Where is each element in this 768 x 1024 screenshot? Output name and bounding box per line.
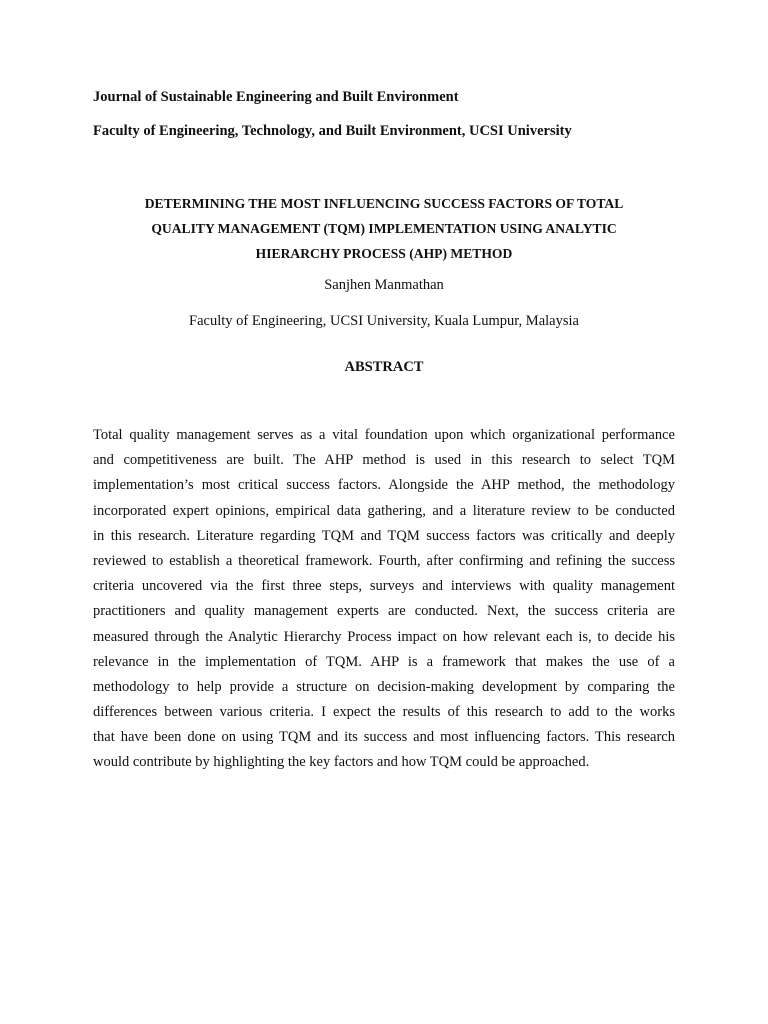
abstract-line: practitioners and quality management experts are conducted. Next, the success criteria are [93, 603, 675, 620]
author-name: Sanjhen Manmathan [324, 277, 444, 293]
abstract-line: incorporated expert opinions, empirical data gathering, and a literature review to be conducted [93, 502, 675, 519]
abstract-line: implementation’s most critical success factors. Alongside the AHP method, the methodology [93, 477, 675, 494]
abstract-line: and competitiveness are built. The AHP method is used in this research to select TQM [93, 452, 675, 469]
abstract-line: Total quality management serves as a vital foundation upon which organizational performance [93, 427, 675, 443]
abstract-line: that have been done on using TQM and its success and most influencing factors. This research [93, 729, 675, 746]
abstract-line: criteria uncovered via the first three steps, surveys and interviews with quality management [93, 578, 675, 595]
paper-title-line: DETERMINING THE MOST INFLUENCING SUCCESS FACTORS OF TOTAL [144, 196, 624, 211]
abstract-line: would contribute by highlighting the key factors and how TQM could be approached. [93, 754, 590, 771]
paper-title-line: HIERARCHY PROCESS (AHP) METHOD [255, 246, 513, 261]
journal-name: Journal of Sustainable Engineering and Built Environment [93, 89, 459, 105]
abstract-line: relevance in the implementation of TQM. AHP is a framework that makes the use of a [93, 653, 675, 670]
abstract-line: differences between various criteria. I expect the results of this research to add to the works [93, 704, 675, 721]
abstract-heading: ABSTRACT [344, 359, 424, 375]
abstract-line: reviewed to establish a theoretical framework. Fourth, after confirming and refining the success [93, 552, 675, 569]
faculty-name: Faculty of Engineering, Technology, and Built Environment, UCSI University [93, 123, 572, 139]
abstract-line: in this research. Literature regarding TQM and TQM success factors was critically and deeply [93, 527, 675, 544]
abstract-line: measured through the Analytic Hierarchy Process impact on how relevant each is, to decide his [93, 628, 675, 645]
paper-title-line: QUALITY MANAGEMENT (TQM) IMPLEMENTATION USING ANALYTIC [151, 221, 617, 236]
abstract-body [93, 423, 675, 776]
abstract-line: methodology to help provide a structure on decision-making development by comparing the [93, 678, 675, 695]
paper-title [93, 191, 675, 266]
author-affiliation: Faculty of Engineering, UCSI University, Kuala Lumpur, Malaysia [189, 313, 579, 329]
